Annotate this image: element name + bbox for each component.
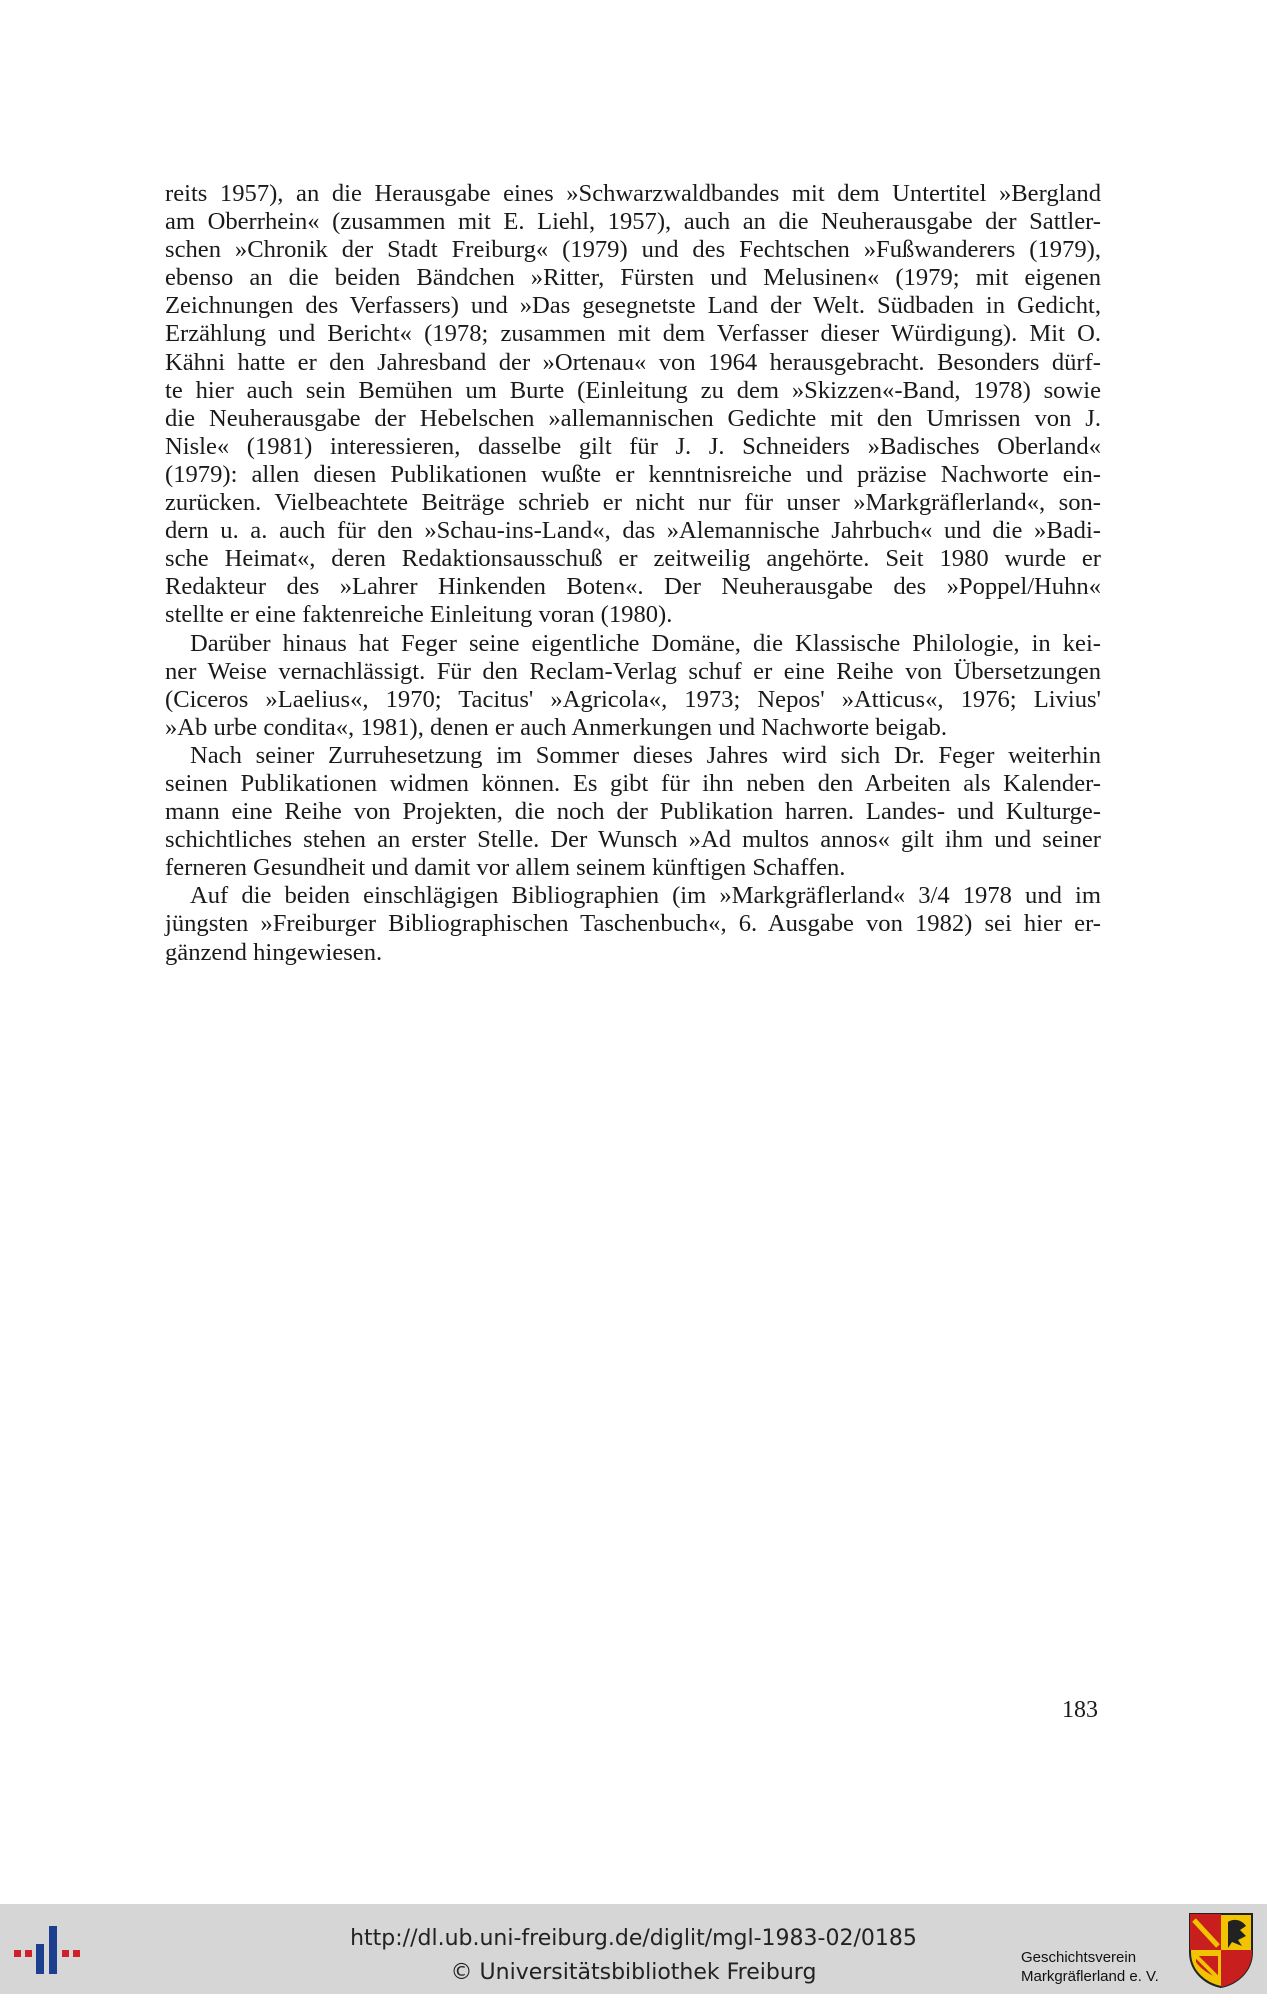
- text-line: stellte er eine faktenreiche Einleitung voran (1980).: [165, 601, 673, 629]
- text-line: Nach seiner Zurruhesetzung im Sommer dieses Jahres wird sich Dr. Feger weiterhin: [190, 741, 1101, 769]
- text-line: Auf die beiden einschlägigen Bibliographien (im »Markgräflerland« 3/4 1978 und im: [190, 882, 1101, 910]
- text-line: schichtliches stehen an erster Stelle. Der Wunsch »Ad multos annos« gilt ihm und seiner: [165, 826, 1101, 854]
- paragraph: [165, 882, 1101, 966]
- text-line: Darüber hinaus hat Feger seine eigentliche Domäne, die Klassische Philologie, in kei-: [190, 629, 1101, 657]
- text-line: ebenso an die beiden Bändchen »Ritter, Fürsten und Melusinen« (1979; mit eigenen: [165, 264, 1101, 292]
- text-line: te hier auch sein Bemühen um Burte (Einleitung zu dem »Skizzen«-Band, 1978) sowie: [165, 376, 1101, 404]
- document-body: [165, 180, 1101, 967]
- copyright-text: © Universitätsbibliothek Freiburg: [450, 1960, 817, 1985]
- text-line: gänzend hingewiesen.: [165, 938, 383, 966]
- text-line: die Neuherausgabe der Hebelschen »allemannischen Gedichte mit den Umrissen von J.: [165, 404, 1101, 432]
- text-line: Nisle« (1981) interessieren, dasselbe gilt für J. J. Schneiders »Badisches Oberland«: [165, 432, 1101, 460]
- society-name-line: Geschichtsverein: [1021, 1949, 1137, 1966]
- text-line: am Oberrhein« (zusammen mit E. Liehl, 1957), auch an die Neuherausgabe der Sattler-: [165, 208, 1101, 236]
- text-line: Redakteur des »Lahrer Hinkenden Boten«. Der Neuherausgabe des »Poppel/Huhn«: [165, 573, 1101, 601]
- paragraph: [165, 630, 1101, 742]
- text-line: schen »Chronik der Stadt Freiburg« (1979) und des Fechtschen »Fußwanderers (1979),: [165, 236, 1101, 264]
- text-line: ferneren Gesundheit und damit vor allem seinem künftigen Schaffen.: [165, 854, 846, 882]
- text-line: dern u. a. auch für den »Schau-ins-Land«, das »Alemannische Jahrbuch« und die »Badi-: [165, 517, 1101, 545]
- text-line: (1979): allen diesen Publikationen wußte er kenntnisreiche und präzise Nachworte ein-: [165, 460, 1101, 488]
- paragraph: [165, 180, 1101, 630]
- paragraph: [165, 742, 1101, 882]
- coat-of-arms-icon[interactable]: [1188, 1912, 1254, 1988]
- society-name: [1021, 1948, 1159, 1986]
- text-line: Zeichnungen des Verfassers) und »Das gesegnetste Land der Welt. Südbaden in Gedicht,: [165, 292, 1101, 320]
- text-line: zurücken. Vielbeachtete Beiträge schrieb er nicht nur für unser »Markgräflerland«, son-: [165, 489, 1101, 517]
- text-line: jüngsten »Freiburger Bibliographischen Taschenbuch«, 6. Ausgabe von 1982) sei hier er-: [165, 910, 1101, 938]
- text-line: mann eine Reihe von Projekten, die noch der Publikation harren. Landes- und Kulturge-: [165, 798, 1101, 826]
- text-line: »Ab urbe condita«, 1981), denen er auch Anmerkungen und Nachworte beigab.: [165, 713, 947, 741]
- text-line: Kähni hatte er den Jahresband der »Ortenau« von 1964 herausgebracht. Besonders dürf-: [165, 348, 1101, 376]
- text-line: reits 1957), an die Herausgabe eines »Schwarzwaldbandes mit dem Untertitel »Bergland: [165, 180, 1101, 207]
- text-line: (Ciceros »Laelius«, 1970; Tacitus' »Agricola«, 1973; Nepos' »Atticus«, 1976; Livius': [165, 685, 1101, 713]
- text-line: seinen Publikationen widmen können. Es gibt für ihn neben den Arbeiten als Kalender-: [165, 769, 1101, 797]
- page-number: 183: [1062, 1697, 1098, 1723]
- viewer-footer: [0, 1904, 1267, 1994]
- text-line: ner Weise vernachlässigt. Für den Reclam-Verlag schuf er eine Reihe von Übersetzungen: [165, 657, 1101, 685]
- text-line: sche Heimat«, deren Redaktionsausschuß er zeitweilig angehörte. Seit 1980 wurde er: [165, 545, 1101, 573]
- text-line: Erzählung und Bericht« (1978; zusammen mit dem Verfasser dieser Würdigung). Mit O.: [165, 320, 1101, 348]
- society-name-line: Markgräflerland e. V.: [1021, 1968, 1159, 1985]
- document-url-link[interactable]: http://dl.ub.uni-freiburg.de/diglit/mgl-1983-02/0185: [350, 1926, 917, 1951]
